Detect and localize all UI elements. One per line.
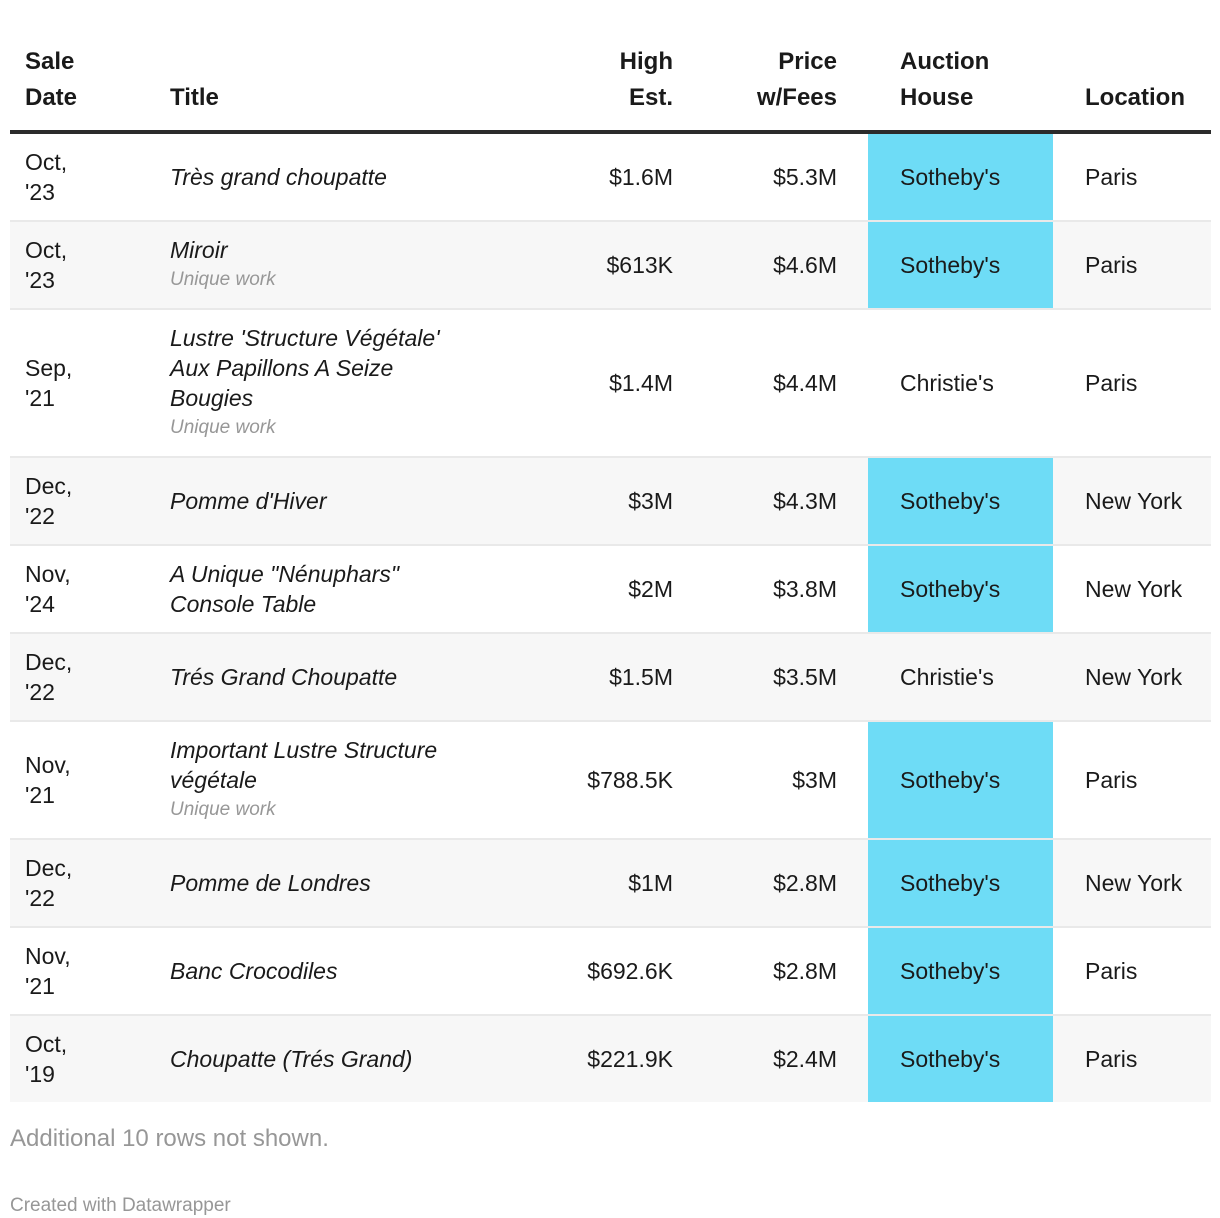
artwork-title: Banc Crocodiles	[170, 958, 338, 984]
table-header	[10, 38, 1211, 132]
table-row	[10, 221, 1211, 309]
high-estimate: $1.4M	[609, 370, 673, 396]
price-with-fees: $2.4M	[773, 1046, 837, 1072]
artwork-title: Choupatte (Trés Grand)	[170, 1046, 413, 1072]
artwork-title: Important Lustre Structure végétale	[170, 737, 438, 793]
artwork-subtitle: Unique work	[170, 417, 276, 438]
column-header-title: Title	[170, 84, 219, 111]
price-with-fees: $4.3M	[773, 488, 837, 514]
location: Paris	[1085, 958, 1138, 984]
sale-date: Dec, '22	[25, 649, 73, 705]
sale-date: Oct, '19	[25, 1031, 68, 1087]
sale-date: Dec, '22	[25, 855, 73, 911]
high-estimate: $692.6K	[587, 958, 673, 984]
auction-house: Sotheby's	[868, 1015, 1053, 1102]
artwork-title: Pomme de Londres	[170, 870, 371, 896]
high-estimate: $788.5K	[587, 767, 673, 793]
location: New York	[1085, 576, 1183, 602]
price-with-fees: $5.3M	[773, 164, 837, 190]
column-header-location: Location	[1085, 84, 1185, 111]
table-row	[10, 1015, 1211, 1102]
sale-date: Dec, '22	[25, 473, 73, 529]
header-row	[10, 38, 1211, 132]
price-with-fees: $3M	[792, 767, 837, 793]
column-header-high-est: High Est.	[619, 48, 673, 111]
table-row	[10, 309, 1211, 457]
table-row	[10, 132, 1211, 221]
table-row	[10, 633, 1211, 721]
artwork-subtitle: Unique work	[170, 799, 276, 820]
auction-results-table	[10, 38, 1211, 1102]
table-row	[10, 927, 1211, 1015]
auction-house: Sotheby's	[868, 927, 1053, 1015]
sale-date: Nov, '24	[25, 561, 71, 617]
high-estimate: $2M	[628, 576, 673, 602]
location: Paris	[1085, 370, 1138, 396]
table-row	[10, 721, 1211, 839]
table-row	[10, 545, 1211, 633]
artwork-subtitle: Unique work	[170, 269, 276, 290]
sale-date: Nov, '21	[25, 943, 71, 999]
price-with-fees: $4.6M	[773, 252, 837, 278]
high-estimate: $1.6M	[609, 164, 673, 190]
auction-house: Sotheby's	[868, 839, 1053, 927]
high-estimate: $1M	[628, 870, 673, 896]
auction-house: Sotheby's	[868, 721, 1053, 839]
column-header-auction-house: Auction House	[900, 48, 990, 111]
price-with-fees: $3.5M	[773, 664, 837, 690]
artwork-title: Pomme d'Hiver	[170, 488, 327, 514]
sale-date: Oct, '23	[25, 237, 68, 293]
rows-not-shown-note: Additional 10 rows not shown.	[10, 1125, 329, 1152]
price-with-fees: $2.8M	[773, 870, 837, 896]
auction-house: Sotheby's	[868, 221, 1053, 309]
high-estimate: $613K	[606, 252, 673, 278]
column-header-sale-date: Sale Date	[25, 48, 78, 111]
auction-house: Christie's	[900, 370, 994, 396]
high-estimate: $3M	[628, 488, 673, 514]
artwork-title: Très grand choupatte	[170, 164, 387, 190]
high-estimate: $221.9K	[587, 1046, 673, 1072]
location: New York	[1085, 488, 1183, 514]
column-header-price-w-fees: Price w/Fees	[756, 48, 837, 111]
location: Paris	[1085, 252, 1138, 278]
location: New York	[1085, 870, 1183, 896]
location: New York	[1085, 664, 1183, 690]
high-estimate: $1.5M	[609, 664, 673, 690]
auction-house: Sotheby's	[868, 545, 1053, 633]
table-row	[10, 457, 1211, 545]
location: Paris	[1085, 767, 1138, 793]
price-with-fees: $3.8M	[773, 576, 837, 602]
sale-date: Sep, '21	[25, 355, 73, 411]
table-body	[10, 132, 1211, 1102]
auction-house: Sotheby's	[868, 457, 1053, 545]
location: Paris	[1085, 1046, 1138, 1072]
sale-date: Oct, '23	[25, 149, 68, 205]
price-with-fees: $4.4M	[773, 370, 837, 396]
artwork-title: Lustre 'Structure Végétale' Aux Papillons A Seize Bougies	[170, 325, 440, 411]
table-row	[10, 839, 1211, 927]
location: Paris	[1085, 164, 1138, 190]
artwork-title: Trés Grand Choupatte	[170, 664, 398, 690]
auction-house: Sotheby's	[868, 132, 1053, 221]
price-with-fees: $2.8M	[773, 958, 837, 984]
datawrapper-credit[interactable]: Created with Datawrapper	[10, 1195, 231, 1216]
artwork-title: A Unique "Nénuphars" Console Table	[170, 561, 400, 617]
artwork-title: Miroir	[170, 237, 228, 263]
sale-date: Nov, '21	[25, 752, 71, 808]
auction-house: Christie's	[900, 664, 994, 690]
